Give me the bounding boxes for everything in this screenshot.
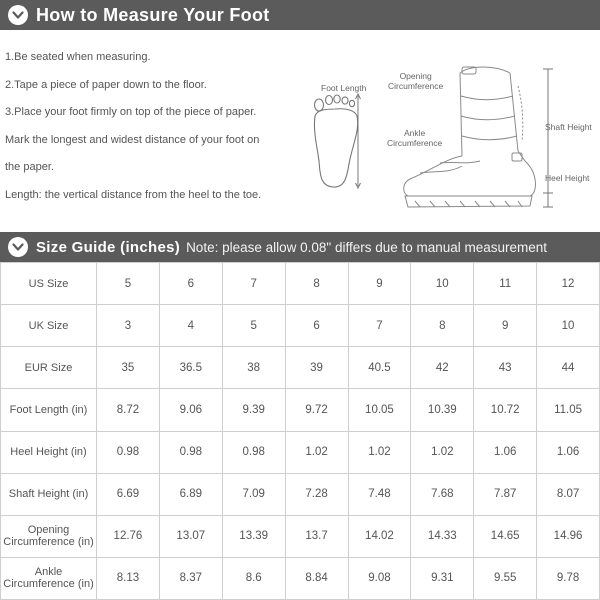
table-cell: 1.06 <box>537 431 600 473</box>
instruction-line: 1.Be seated when measuring. <box>5 51 151 63</box>
table-cell: 13.7 <box>285 515 348 557</box>
row-label: UK Size <box>1 305 97 347</box>
table-cell: 10 <box>537 305 600 347</box>
table-cell: 6.89 <box>159 473 222 515</box>
table-cell: 12 <box>537 263 600 305</box>
table-cell: 9 <box>348 263 411 305</box>
row-label: EUR Size <box>1 347 97 389</box>
table-cell: 14.96 <box>537 515 600 557</box>
table-cell: 8.37 <box>159 557 222 599</box>
table-cell: 7.09 <box>222 473 285 515</box>
table-cell: 4 <box>159 305 222 347</box>
table-cell: 7.87 <box>474 473 537 515</box>
table-cell: 14.33 <box>411 515 474 557</box>
instruction-line: Mark the longest and widest distance of your foot on <box>5 133 260 146</box>
table-cell: 6 <box>159 263 222 305</box>
table-cell: 7.28 <box>285 473 348 515</box>
table-cell: 14.02 <box>348 515 411 557</box>
size-table <box>0 262 600 600</box>
table-cell: 3 <box>97 305 160 347</box>
table-row <box>1 431 600 473</box>
table-cell: 8.84 <box>285 557 348 599</box>
table-cell: 6.69 <box>97 473 160 515</box>
table-cell: 8 <box>285 263 348 305</box>
chevron-down-icon <box>8 237 28 257</box>
table-row <box>1 347 600 389</box>
table-cell: 11 <box>474 263 537 305</box>
table-cell: 39 <box>285 347 348 389</box>
table-cell: 11.05 <box>537 389 600 431</box>
table-cell: 14.65 <box>474 515 537 557</box>
table-cell: 1.02 <box>285 431 348 473</box>
table-cell: 9.72 <box>285 389 348 431</box>
table-cell: 6 <box>285 305 348 347</box>
table-cell: 13.07 <box>159 515 222 557</box>
instruction-line: Length: the vertical distance from the heel to the toe. <box>5 188 262 201</box>
chevron-down-icon <box>8 5 28 25</box>
table-cell: 9.78 <box>537 557 600 599</box>
table-cell: 8.6 <box>222 557 285 599</box>
table-cell: 8.72 <box>97 389 160 431</box>
table-cell: 42 <box>411 347 474 389</box>
row-label: Opening Circumference (in) <box>1 515 97 557</box>
table-cell: 5 <box>222 305 285 347</box>
instruction-line: the paper. <box>5 161 54 173</box>
table-cell: 36.5 <box>159 347 222 389</box>
row-label: Heel Height (in) <box>1 431 97 473</box>
table-cell: 9.06 <box>159 389 222 431</box>
table-cell: 1.02 <box>348 431 411 473</box>
row-label: Foot Length (in) <box>1 389 97 431</box>
foot-illustration <box>305 36 395 196</box>
table-cell: 7.48 <box>348 473 411 515</box>
table-cell: 8.13 <box>97 557 160 599</box>
table-cell: 9.31 <box>411 557 474 599</box>
table-cell: 13.39 <box>222 515 285 557</box>
table-cell: 38 <box>222 347 285 389</box>
table-cell: 7 <box>348 305 411 347</box>
table-cell: 8.07 <box>537 473 600 515</box>
table-cell: 9.08 <box>348 557 411 599</box>
table-cell: 9 <box>474 305 537 347</box>
table-cell: 1.06 <box>474 431 537 473</box>
measure-figure <box>305 36 600 232</box>
table-cell: 40.5 <box>348 347 411 389</box>
row-label: US Size <box>1 263 97 305</box>
page-title: How to Measure Your Foot <box>36 4 270 25</box>
table-cell: 0.98 <box>97 431 160 473</box>
table-cell: 0.98 <box>159 431 222 473</box>
table-cell: 5 <box>97 263 160 305</box>
opening-circumference-label: Opening Circumference <box>388 71 444 91</box>
size-guide-note: Note: please allow 0.08" differs due to manual measurement <box>186 239 548 255</box>
table-cell: 35 <box>97 347 160 389</box>
size-guide-title: Size Guide (inches) <box>36 238 181 256</box>
table-row <box>1 515 600 557</box>
table-row <box>1 305 600 347</box>
table-cell: 0.98 <box>222 431 285 473</box>
table-row <box>1 263 600 305</box>
table-cell: 44 <box>537 347 600 389</box>
measure-header <box>0 0 600 30</box>
instruction-line: 3.Place your foot firmly on top of the piece of paper. <box>5 106 257 118</box>
table-cell: 9.55 <box>474 557 537 599</box>
table-cell: 10.72 <box>474 389 537 431</box>
table-cell: 10 <box>411 263 474 305</box>
measure-instructions <box>5 44 305 209</box>
table-cell: 7 <box>222 263 285 305</box>
row-label: Shaft Height (in) <box>1 473 97 515</box>
row-label: Ankle Circumference (in) <box>1 557 97 599</box>
instruction-line: 2.Tape a piece of paper down to the floor. <box>5 78 207 91</box>
table-row <box>1 389 600 431</box>
table-cell: 8 <box>411 305 474 347</box>
table-cell: 43 <box>474 347 537 389</box>
table-cell: 9.39 <box>222 389 285 431</box>
table-cell: 1.02 <box>411 431 474 473</box>
shaft-height-label: Shaft Height <box>545 122 592 132</box>
table-cell: 12.76 <box>97 515 160 557</box>
table-row <box>1 557 600 599</box>
table-cell: 7.68 <box>411 473 474 515</box>
table-row <box>1 473 600 515</box>
foot-length-label: Foot Length <box>321 83 367 93</box>
size-guide-header <box>0 232 600 262</box>
heel-height-label: Heel Height <box>545 173 590 183</box>
table-cell: 10.05 <box>348 389 411 431</box>
ankle-circumference-label: Ankle Circumference <box>387 128 443 148</box>
table-cell: 10.39 <box>411 389 474 431</box>
